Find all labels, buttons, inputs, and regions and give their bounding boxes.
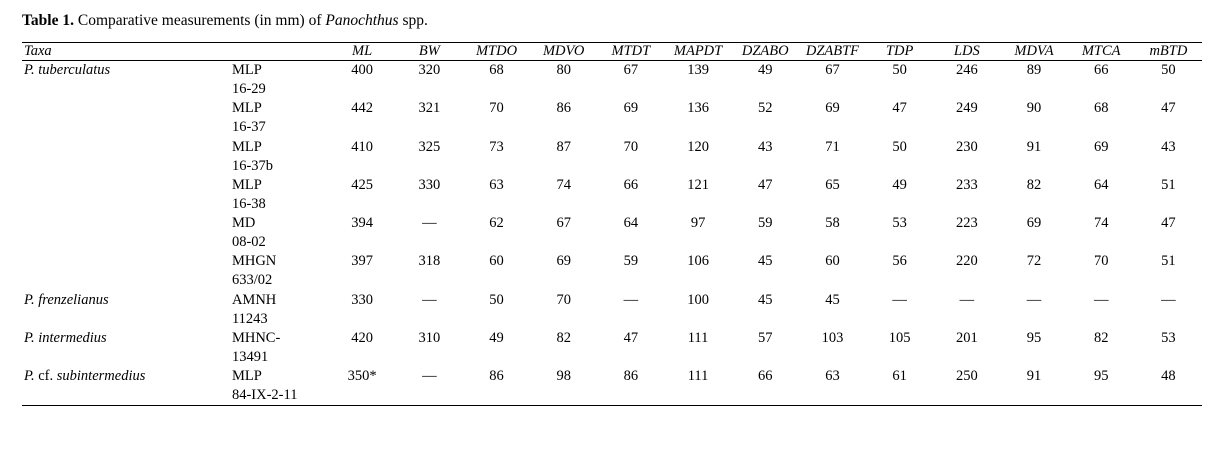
value-cell: 48 (1135, 367, 1202, 406)
column-header-dzabtf: DZABTF (799, 43, 866, 61)
value-cell: 58 (825, 215, 840, 231)
specimen-cell (232, 367, 329, 406)
table-header-row (22, 43, 1202, 61)
specimen-cell (232, 214, 329, 252)
table-row (22, 176, 1202, 214)
value-cell: 66 (623, 176, 639, 193)
caption-text-before: Comparative measurements (in mm) of (73, 12, 326, 29)
table-row (22, 252, 1202, 290)
specimen-line-1: MHNC- (231, 329, 281, 346)
value-cell: — (623, 291, 639, 308)
column-header-lds: LDS (933, 43, 1000, 61)
specimen-line-1: MLP (231, 100, 262, 117)
column-header-tdp: TDP (866, 43, 933, 61)
value-cell: 249 (955, 100, 978, 117)
value-cell: 223 (955, 215, 978, 231)
value-cell: — (1093, 291, 1109, 308)
value-cell: 310 (418, 329, 441, 346)
value-cell: 69 (556, 253, 571, 270)
value-cell: 325 (418, 138, 441, 155)
value-cell: 350* (329, 367, 396, 406)
specimen-line-2: 633/02 (231, 272, 273, 289)
specimen-line-2: 13491 (231, 348, 269, 365)
table-body (22, 61, 1202, 406)
specimen-cell (232, 61, 329, 100)
value-cell: 63 (489, 176, 504, 193)
specimen-line-2: 84-IX-2-11 (231, 387, 298, 404)
value-cell: 425 (351, 176, 373, 193)
value-cell: 47 (623, 329, 639, 346)
column-header-specimen (232, 43, 329, 61)
value-cell: 53 (892, 215, 907, 231)
value-cell: 56 (892, 253, 907, 270)
value-cell: 201 (955, 329, 978, 346)
value-cell: 74 (556, 176, 571, 193)
value-cell: 250 (933, 367, 1000, 406)
value-cell: 89 (1026, 62, 1042, 78)
taxa-cell (22, 138, 232, 176)
value-cell: 318 (418, 253, 441, 270)
value-cell: 69 (623, 100, 639, 117)
value-cell: 53 (1161, 329, 1176, 346)
table-row (22, 367, 1202, 406)
column-header-mtdt: MTDT (597, 43, 664, 61)
value-cell: 80 (556, 62, 571, 78)
value-cell: 63 (799, 367, 866, 406)
specimen-cell (232, 176, 329, 214)
taxa-cell (22, 214, 232, 252)
taxa-cell (22, 176, 232, 214)
value-cell: 70 (623, 138, 639, 155)
value-cell: 233 (955, 176, 978, 193)
taxa-cell (22, 99, 232, 137)
value-cell: 59 (758, 215, 773, 231)
value-cell: 49 (758, 62, 773, 78)
value-cell: — (1026, 291, 1042, 308)
value-cell: 73 (489, 138, 504, 155)
value-cell: — (422, 215, 437, 231)
specimen-line-1: AMNH (231, 291, 277, 308)
value-cell: 60 (489, 253, 504, 270)
value-cell: 51 (1161, 176, 1176, 193)
specimen-line-1: MHGN (231, 253, 277, 270)
value-cell: 82 (1093, 329, 1109, 346)
column-header-ml: ML (329, 43, 396, 61)
column-header-mdvo: MDVO (530, 43, 597, 61)
value-cell: — (892, 291, 907, 308)
table-row (22, 214, 1202, 252)
caption-label: Table 1. (22, 12, 74, 29)
value-cell: 69 (1026, 215, 1042, 231)
value-cell: 60 (825, 253, 840, 270)
taxa-cell: P. tuberculatus (24, 62, 111, 78)
value-cell: 220 (955, 253, 978, 270)
value-cell: 105 (888, 329, 911, 346)
value-cell: 86 (463, 367, 530, 406)
value-cell: 50 (1161, 62, 1176, 78)
table-row (22, 61, 1202, 100)
value-cell: 50 (892, 62, 907, 78)
value-cell: 74 (1093, 215, 1109, 231)
value-cell: 420 (351, 329, 373, 346)
specimen-cell (232, 138, 329, 176)
value-cell: 120 (687, 138, 709, 155)
specimen-line-2: 11243 (231, 310, 268, 327)
value-cell: — (422, 291, 437, 308)
value-cell: 51 (1161, 253, 1176, 270)
value-cell: 70 (489, 100, 504, 117)
table-row (22, 291, 1202, 329)
specimen-cell (232, 99, 329, 137)
value-cell: 59 (623, 253, 639, 270)
value-cell: 64 (1093, 176, 1109, 193)
value-cell: 67 (825, 62, 840, 78)
value-cell: 100 (687, 291, 709, 308)
specimen-line-2: 16-37b (231, 157, 274, 174)
column-header-taxa: Taxa (22, 43, 232, 61)
value-cell: 246 (955, 62, 978, 78)
value-cell: — (959, 291, 975, 308)
specimen-line-1: MLP (231, 176, 262, 193)
column-header-mtca: MTCA (1068, 43, 1135, 61)
taxa-cell (22, 252, 232, 290)
value-cell: 111 (664, 367, 731, 406)
specimen-line-2: 16-38 (231, 195, 266, 212)
value-cell: 47 (758, 176, 773, 193)
specimen-line-1: MLP (231, 138, 262, 155)
specimen-line-2: 08-02 (231, 234, 266, 251)
value-cell: 103 (821, 329, 844, 346)
value-cell: 47 (892, 100, 907, 117)
value-cell: 45 (825, 291, 840, 308)
value-cell: 111 (687, 329, 709, 346)
table-row (22, 329, 1202, 367)
value-cell: 87 (556, 138, 571, 155)
specimen-cell (232, 291, 329, 329)
value-cell: 320 (418, 62, 441, 78)
value-cell: 91 (1000, 367, 1067, 406)
table-caption (22, 12, 428, 31)
value-cell: 50 (489, 291, 504, 308)
value-cell: 43 (758, 138, 773, 155)
specimen-line-2: 16-37 (231, 119, 266, 136)
value-cell: 70 (556, 291, 571, 308)
table-row (22, 138, 1202, 176)
value-cell: 86 (597, 367, 664, 406)
value-cell: 57 (758, 329, 773, 346)
value-cell: 66 (1093, 62, 1109, 78)
value-cell: 321 (418, 100, 441, 117)
value-cell: — (396, 367, 463, 406)
taxa-cell: P. intermedius (24, 329, 107, 346)
specimen-line-1: MLP (231, 62, 262, 78)
value-cell: 68 (489, 62, 504, 78)
specimen-cell (232, 329, 329, 367)
specimen-line-1: MLP (231, 368, 262, 384)
value-cell: 49 (489, 329, 504, 346)
value-cell: 45 (758, 253, 773, 270)
value-cell: 95 (1026, 329, 1042, 346)
value-cell: 82 (556, 329, 571, 346)
value-cell: 442 (351, 100, 373, 117)
value-cell: 71 (825, 138, 840, 155)
column-header-mdva: MDVA (1000, 43, 1067, 61)
value-cell: 95 (1068, 367, 1135, 406)
value-cell: 49 (892, 176, 907, 193)
value-cell: 394 (351, 215, 373, 231)
value-cell: 47 (1161, 100, 1176, 117)
value-cell: 72 (1026, 253, 1042, 270)
value-cell: 67 (623, 62, 639, 78)
column-header-dzabo: DZABO (732, 43, 799, 61)
value-cell: 66 (732, 367, 799, 406)
value-cell: 52 (758, 100, 773, 117)
value-cell: 400 (351, 62, 373, 78)
value-cell: 82 (1026, 176, 1042, 193)
column-header-mtdo: MTDO (463, 43, 530, 61)
value-cell: 330 (351, 291, 373, 308)
column-header-mbtd: mBTD (1135, 43, 1202, 61)
taxa-cell: P. frenzelianus (24, 291, 109, 308)
value-cell: 47 (1161, 215, 1176, 231)
value-cell: 98 (530, 367, 597, 406)
value-cell: 64 (623, 215, 639, 231)
value-cell: 230 (955, 138, 978, 155)
value-cell: — (1161, 291, 1176, 308)
table-row (22, 99, 1202, 137)
value-cell: 90 (1026, 100, 1042, 117)
value-cell: 397 (351, 253, 373, 270)
value-cell: 121 (687, 176, 709, 193)
value-cell: 97 (690, 215, 706, 231)
column-header-bw: BW (396, 43, 463, 61)
value-cell: 69 (825, 100, 840, 117)
caption-genus: Panochthus (325, 12, 399, 29)
value-cell: 139 (687, 62, 709, 78)
specimen-line-1: MD (231, 215, 256, 231)
value-cell: 69 (1093, 138, 1109, 155)
value-cell: 61 (866, 367, 933, 406)
value-cell: 70 (1093, 253, 1109, 270)
value-cell: 86 (556, 100, 571, 117)
value-cell: 62 (489, 215, 504, 231)
column-header-mapdt: MAPDT (664, 43, 731, 61)
value-cell: 67 (556, 215, 571, 231)
value-cell: 136 (687, 100, 709, 117)
value-cell: 43 (1161, 138, 1176, 155)
value-cell: 330 (418, 176, 441, 193)
value-cell: 50 (892, 138, 907, 155)
value-cell: 45 (758, 291, 773, 308)
measurements-table (22, 42, 1202, 406)
specimen-cell (232, 252, 329, 290)
specimen-line-2: 16-29 (231, 81, 266, 98)
value-cell: 65 (825, 176, 840, 193)
value-cell: 106 (687, 253, 709, 270)
value-cell: 68 (1093, 100, 1109, 117)
value-cell: 91 (1026, 138, 1042, 155)
value-cell: 410 (351, 138, 373, 155)
taxa-cell: P. cf. subintermedius (22, 367, 232, 406)
caption-text-after: spp. (398, 12, 428, 29)
